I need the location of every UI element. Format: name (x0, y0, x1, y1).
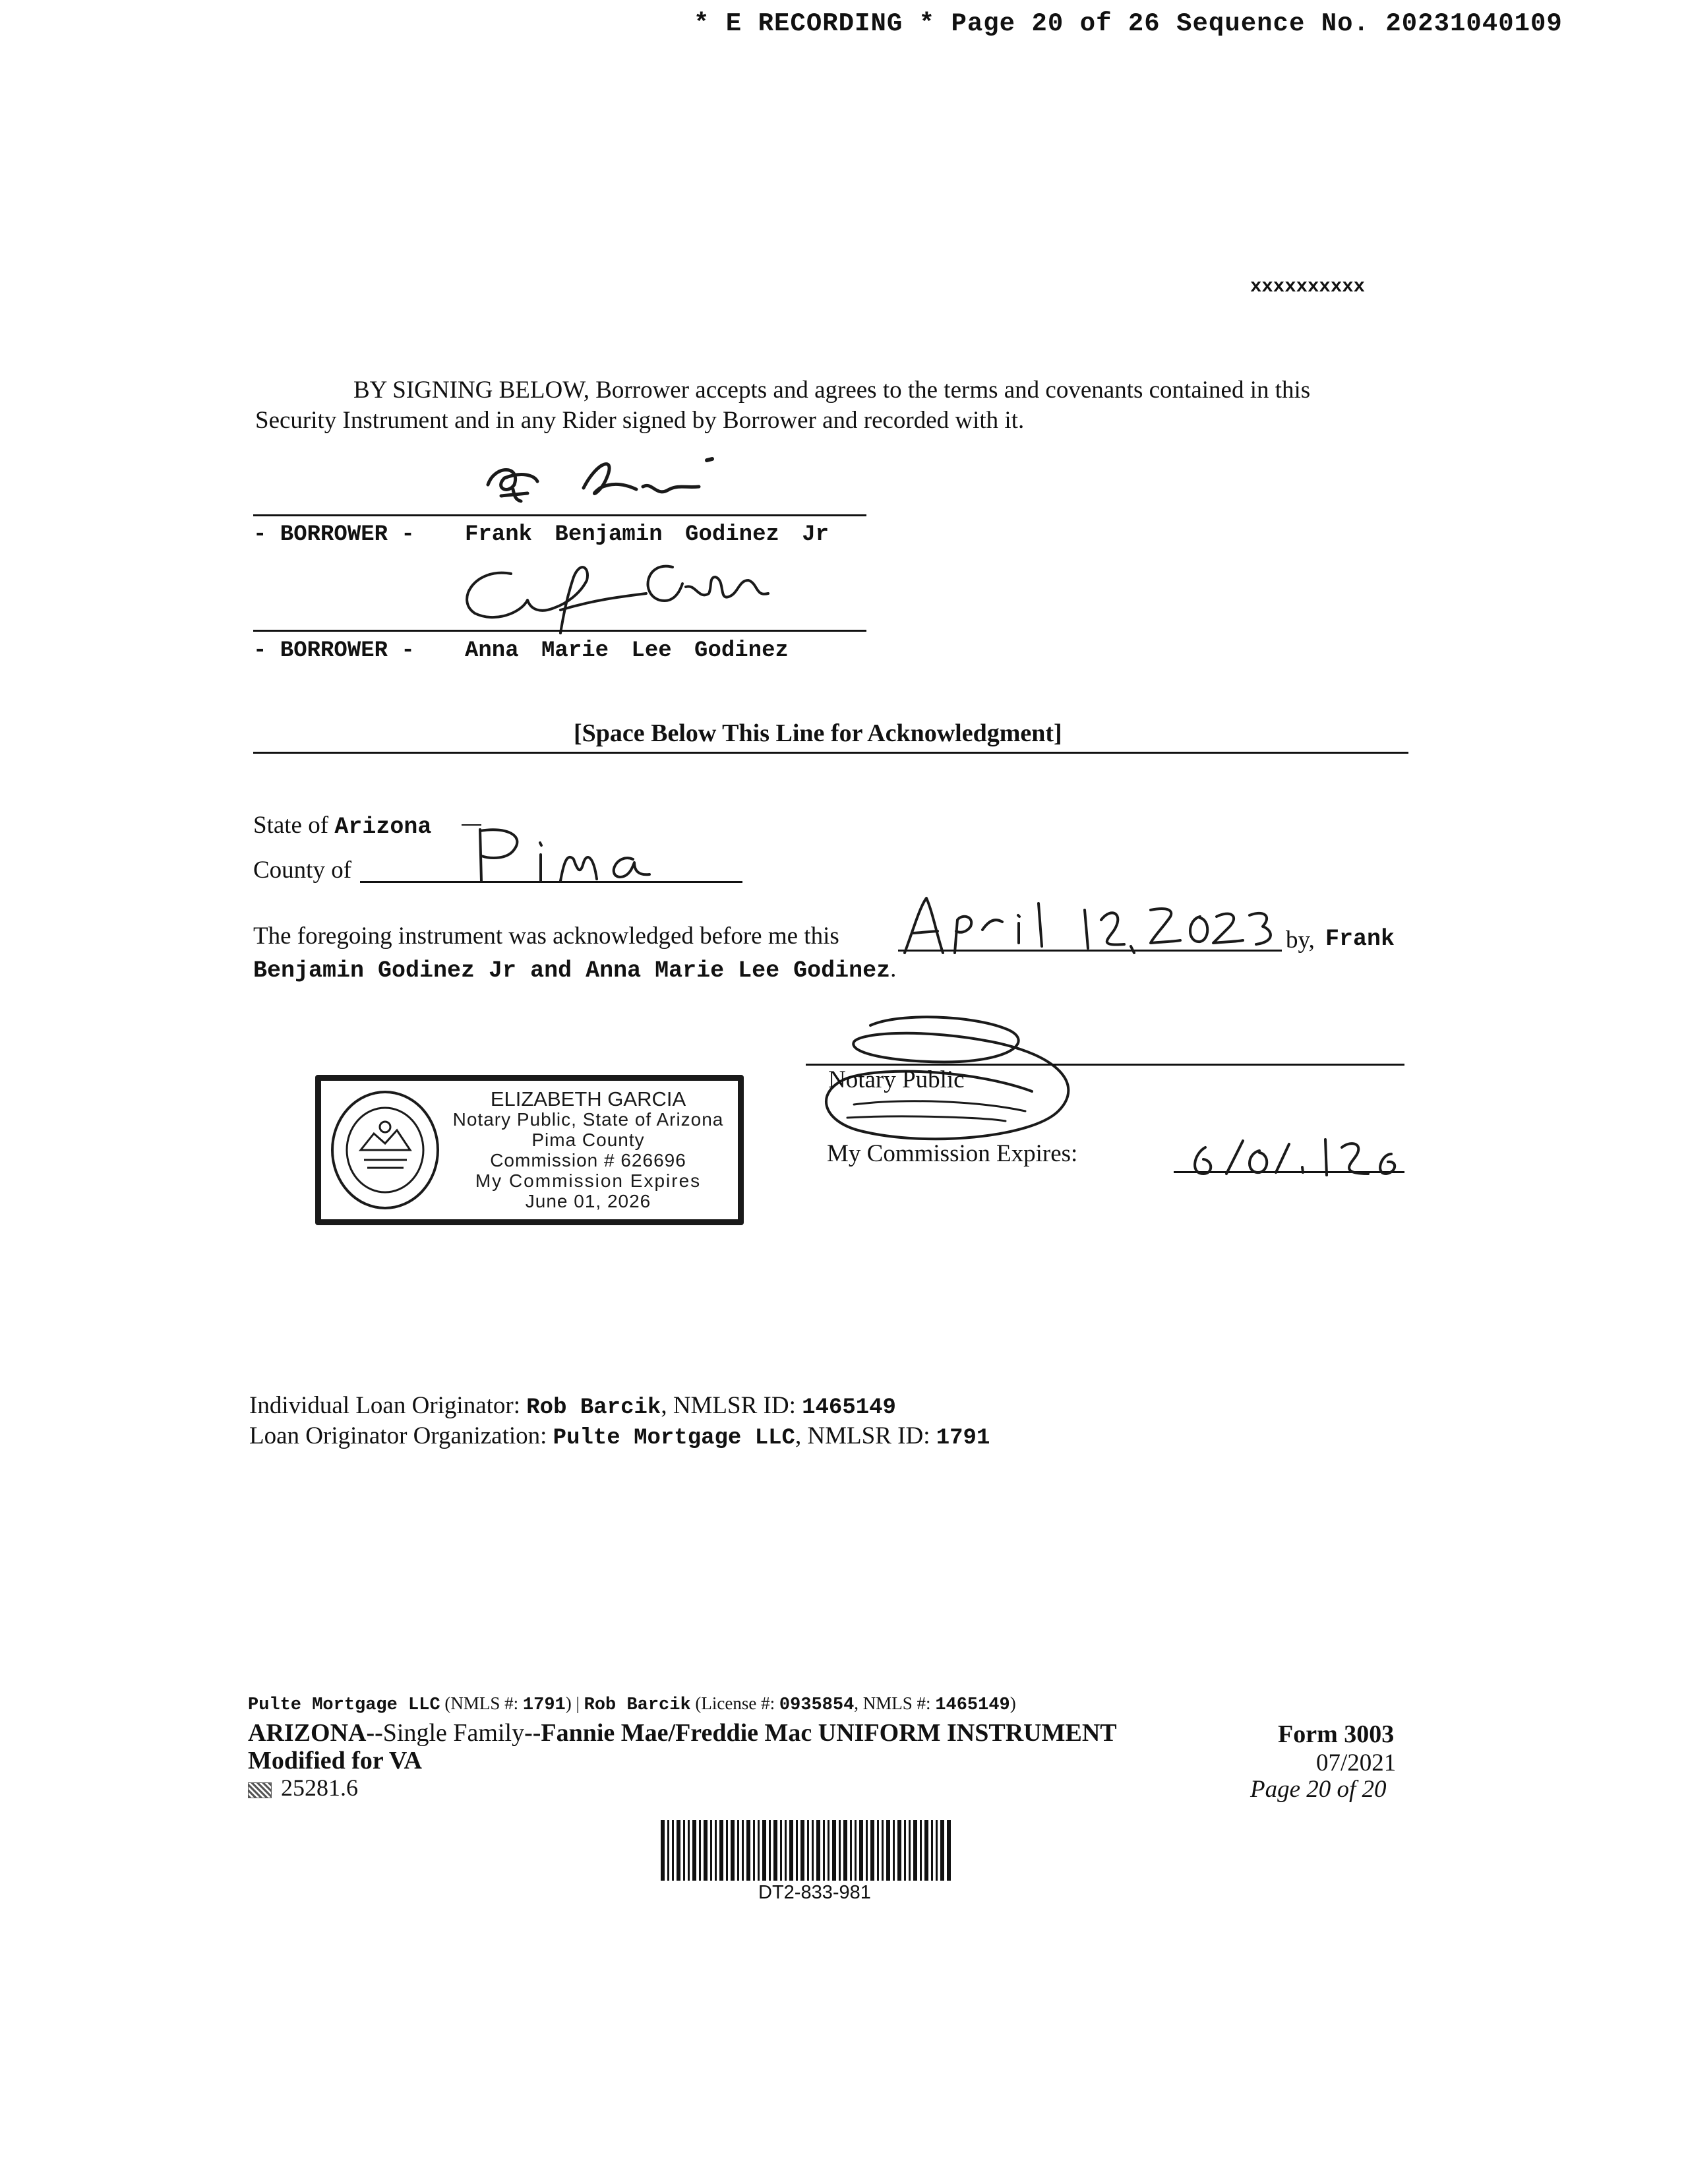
organization-nmls: 1791 (936, 1426, 990, 1451)
footer-lo-nmls-label: , NMLS #: (854, 1693, 936, 1713)
doc-code-icon (248, 1782, 272, 1798)
stamp-name: ELIZABETH GARCIA (490, 1087, 686, 1110)
footer-lo-license-label: (License #: (690, 1693, 779, 1713)
stamp-county: Pima County (531, 1130, 645, 1150)
recording-header: * E RECORDING * Page 20 of 26 Sequence No. 20231040109 (694, 9, 1563, 38)
stamp-commission-number: Commission # 626696 (490, 1150, 686, 1170)
borrower1-label: - BORROWER - (253, 522, 415, 547)
footer-title-rest: Fannie Mae/Freddie Mac UNIFORM INSTRUMENT (541, 1719, 1117, 1747)
borrower1-name: Frank Benjamin Godinez Jr (465, 522, 829, 547)
barcode (661, 1820, 990, 1881)
commission-expires-handwritten (1174, 1121, 1411, 1187)
footer-company-nmls-close: ) | (565, 1693, 584, 1713)
individual-nmls-label: , NMLSR ID: (661, 1392, 802, 1419)
county-dash (462, 824, 481, 826)
individual-nmls: 1465149 (802, 1395, 896, 1420)
state-value: Arizona (334, 814, 432, 840)
acknowledgment-divider (253, 752, 1408, 754)
organization-nmls-label: , NMLSR ID: (795, 1422, 936, 1449)
notary-stamp (315, 1075, 744, 1225)
footer-lo-license: 0935854 (779, 1695, 855, 1715)
county-handwritten (462, 823, 659, 889)
footer-page-of: Page 20 of 20 (1250, 1776, 1387, 1803)
signing-paragraph-line1: BY SIGNING BELOW, Borrower accepts and agrees to the terms and covenants contained in this (353, 377, 1311, 404)
redacted-id: xxxxxxxxxx (1250, 276, 1366, 297)
acknowledged-name-line1: Frank (1325, 926, 1395, 952)
footer-form-date: 07/2021 (1316, 1749, 1397, 1776)
borrower2-name: Anna Marie Lee Godinez (465, 638, 789, 663)
footer-form-number: Form 3003 (1278, 1720, 1395, 1748)
state-line (253, 811, 431, 840)
footer-doc-code-line (248, 1774, 358, 1802)
organization-originator-line (249, 1422, 990, 1451)
borrower2-label: - BORROWER - (253, 638, 415, 663)
barcode-text: DT2-833-981 (758, 1882, 871, 1903)
acknowledged-name-period: . (890, 956, 897, 983)
signing-paragraph-line2: Security Instrument and in any Rider signed by Borrower and recorded with it. (255, 407, 1025, 434)
borrower2-signature-line (253, 630, 866, 632)
footer-company: Pulte Mortgage LLC (248, 1695, 440, 1715)
county-label: County of (253, 857, 352, 884)
state-seal-icon (328, 1087, 443, 1213)
footer-company-nmls: 1791 (522, 1695, 566, 1715)
footer-lo-name: Rob Barcik (584, 1695, 691, 1715)
stamp-text (433, 1089, 743, 1211)
individual-originator-name: Rob Barcik (526, 1395, 661, 1420)
stamp-expires-label: My Commission Expires (475, 1170, 702, 1191)
stamp-expires-date: June 01, 2026 (525, 1191, 651, 1211)
organization-label: Loan Originator Organization: (249, 1422, 553, 1449)
footer-title-sep2: -- (524, 1719, 541, 1747)
footer-title-sep1: -- (366, 1719, 383, 1747)
footer-lo-nmls: 1465149 (935, 1695, 1010, 1715)
footer-title (248, 1718, 1117, 1747)
borrower1-signature-line (253, 514, 866, 516)
borrower1-signature (475, 448, 738, 508)
date-handwritten (897, 890, 1286, 963)
state-label: State of (253, 812, 335, 839)
notary-public-label: Notary Public (828, 1066, 965, 1093)
footer-nmls-line (248, 1693, 1016, 1715)
acknowledged-name-line2: Benjamin Godinez Jr and Anna Marie Lee Godinez (253, 957, 891, 984)
footer-company-nmls-label: (NMLS #: (440, 1693, 523, 1713)
footer-title-type: Single Family (382, 1719, 525, 1747)
individual-originator-line (249, 1391, 896, 1420)
borrower2-signature (448, 547, 818, 640)
stamp-notary-line: Notary Public, State of Arizona (452, 1109, 724, 1130)
foregoing-text: The foregoing instrument was acknowledged before me this (253, 923, 839, 950)
acknowledged-name-line2-wrap (253, 955, 896, 984)
organization-name: Pulte Mortgage LLC (553, 1426, 795, 1451)
individual-originator-label: Individual Loan Originator: (249, 1392, 527, 1419)
footer-doc-code: 25281.6 (281, 1774, 358, 1801)
footer-title-state: ARIZONA (248, 1719, 367, 1747)
by-text: by, (1286, 926, 1315, 954)
footer-modified: Modified for VA (248, 1747, 422, 1774)
commission-expires-label: My Commission Expires: (827, 1140, 1078, 1167)
footer-lo-close: ) (1010, 1693, 1016, 1713)
acknowledgment-heading: [Space Below This Line for Acknowledgment] (574, 719, 1062, 747)
